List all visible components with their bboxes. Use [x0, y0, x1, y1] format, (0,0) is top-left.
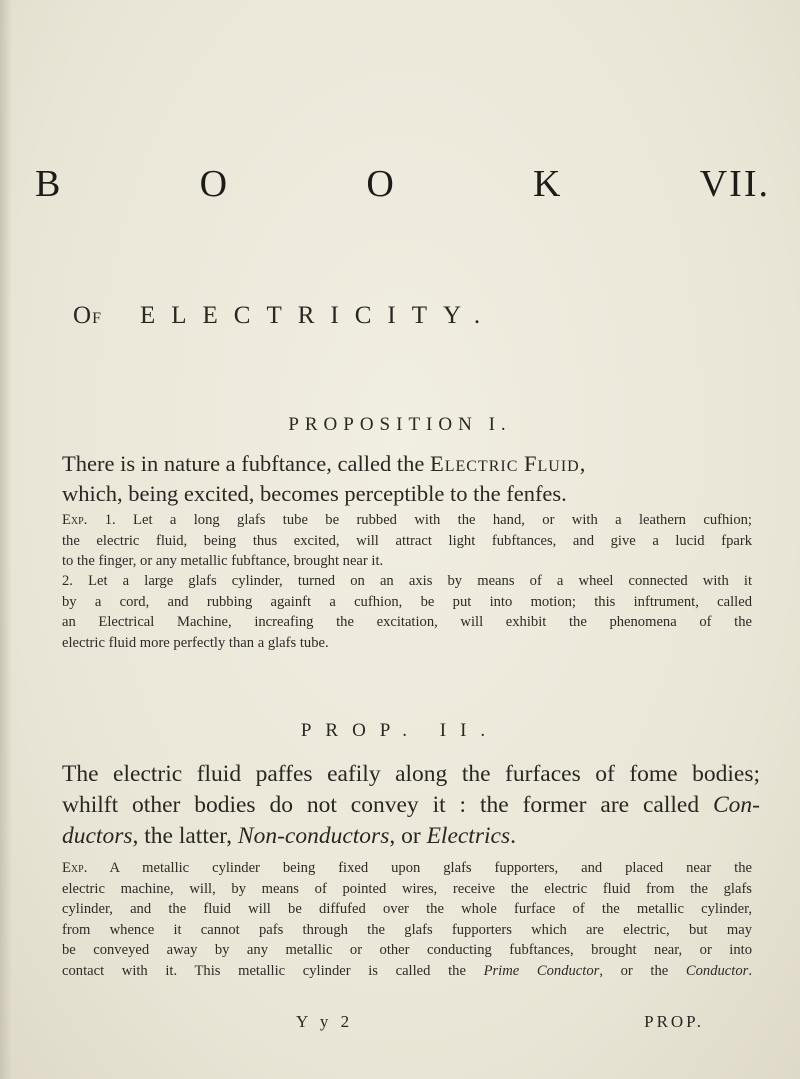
statement-text: whilft other bodies do not convey it : the former are called	[62, 792, 713, 818]
experiment-line: from whence it cannot pafs through the glafs fupporters which are electric, but may	[62, 921, 752, 938]
proposition-2-statement	[62, 759, 760, 852]
experiment-text: , or the	[599, 962, 686, 979]
experiment-line: an Electrical Machine, increafing the excitation, will exhibit the phenomena of the	[62, 614, 752, 630]
experiment-3	[62, 858, 752, 981]
proposition-1-heading: PROPOSITION I.	[288, 414, 512, 435]
book-letter: O	[199, 163, 230, 205]
book-letter: B	[35, 163, 63, 205]
experiment-2	[62, 571, 752, 653]
statement-text: ,	[579, 451, 586, 476]
statement-text: , or	[389, 823, 427, 849]
experiment-line: the electric fluid, being thus excited, will attract light fubftances, and give a lucid fpark	[62, 532, 752, 549]
book-letter: O	[366, 163, 396, 205]
book-subtitle	[73, 302, 733, 330]
subtitle-of-rest: F	[92, 310, 102, 327]
page-footer	[296, 1012, 704, 1032]
experiment-text: Let a long glafs tube be rubbed with the hand, or with a leathern cufhion;	[115, 512, 752, 528]
experiment-line: cylinder, and the fluid will be diffufed over the whole furface of the metallic cylinder,	[62, 901, 752, 917]
experiment-text: contact with it. This metallic cylinder is called the	[62, 962, 484, 979]
experiment-label: Exp. 1.	[62, 512, 116, 528]
statement-text: .	[510, 823, 516, 849]
experiment-italic: Prime Conductor	[483, 962, 600, 979]
experiment-line: electric machine, will, by means of pointed wires, receive the electric fluid from the glafs	[62, 880, 752, 897]
experiment-1	[62, 510, 752, 572]
statement-italic: Con-	[713, 792, 760, 818]
statement-smallcaps: Fluid	[524, 451, 580, 476]
subtitle-subject: ELECTRICITY.	[139, 302, 497, 329]
proposition-2-heading: PROP. II.	[300, 720, 500, 741]
statement-italic: Non-conductors	[237, 823, 390, 849]
catchword: PROP.	[644, 1012, 704, 1031]
experiment-line: to the finger, or any metallic fubftance, brought near it.	[62, 553, 384, 569]
proposition-1-statement	[62, 449, 752, 509]
experiment-line: 2. Let a large glafs cylinder, turned on an axis by means of a wheel connected with it	[62, 573, 752, 589]
experiment-text: .	[748, 962, 752, 979]
experiment-line: electric fluid more perfectly than a glafs tube.	[62, 634, 329, 651]
subtitle-of-first: O	[73, 302, 92, 329]
book-number: VII.	[699, 163, 770, 205]
book-letter: K	[533, 163, 563, 205]
book-heading	[35, 162, 770, 206]
page-gutter-shadow	[0, 0, 12, 1079]
experiment-label: Exp.	[62, 860, 88, 876]
experiment-text: A metallic cylinder being fixed upon glafs fupporters, and placed near the	[87, 860, 752, 876]
statement-smallcaps: Electric	[429, 451, 519, 476]
experiment-line: by a cord, and rubbing againft a cufhion, be put into motion; this inftrument, called	[62, 593, 752, 610]
statement-line: The electric fluid paffes eafily along the furfaces of fome bodies;	[62, 761, 760, 787]
statement-italic: ductors	[62, 823, 133, 849]
statement-text: There is in nature a fubftance, called the	[62, 451, 430, 476]
statement-line: which, being excited, becomes perceptible to the fenfes.	[62, 481, 567, 506]
signature-mark: Y y 2	[296, 1012, 354, 1031]
experiment-line: be conveyed away by any metallic or other conducting fubftances, brought near, or into	[62, 942, 752, 958]
statement-italic: Electrics	[426, 823, 511, 849]
statement-text: , the latter,	[132, 823, 238, 849]
experiment-italic: Conductor	[685, 962, 749, 979]
